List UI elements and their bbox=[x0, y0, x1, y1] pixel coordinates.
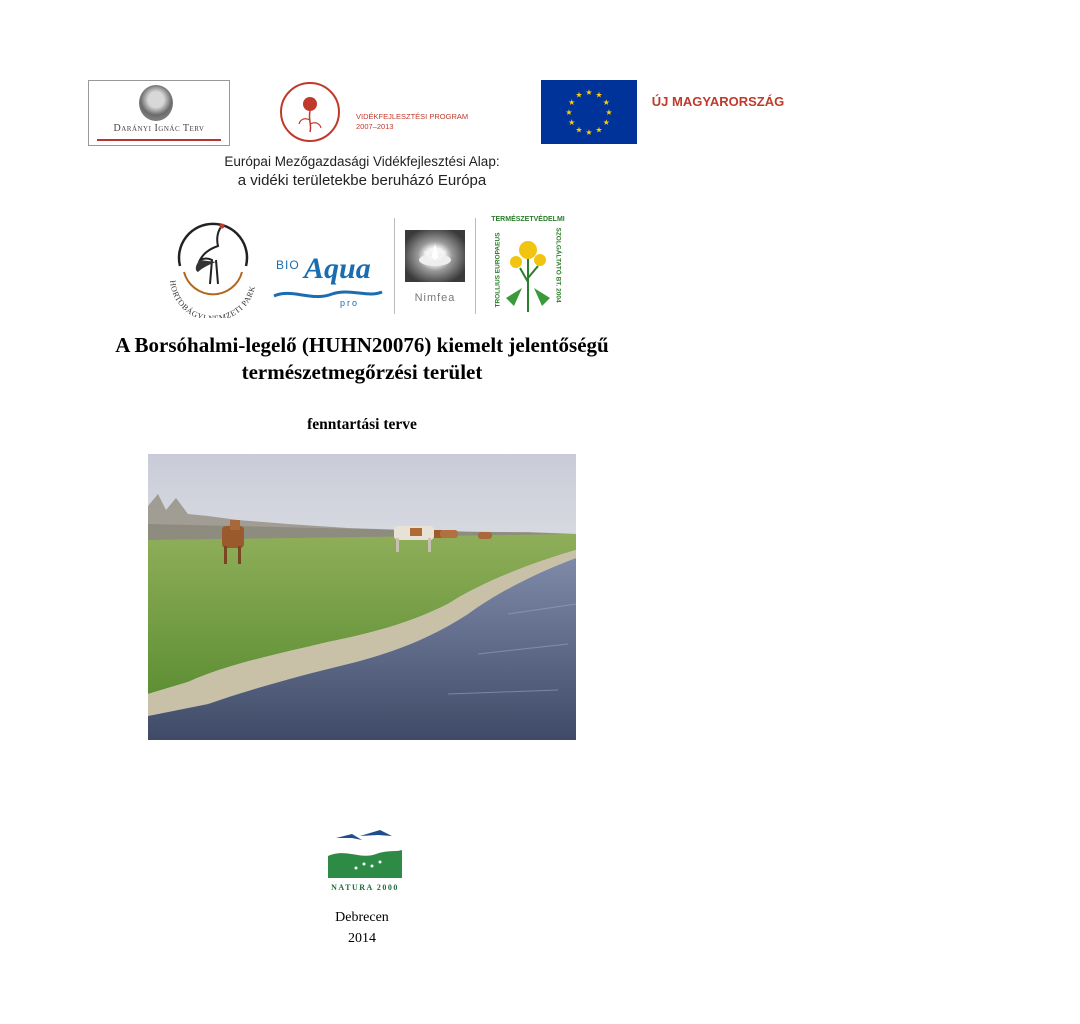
eu-star-icon: ★ bbox=[568, 98, 576, 107]
eu-star-icon: ★ bbox=[575, 90, 583, 100]
eaf-slogan: a vidéki területekbe beruházó Európa bbox=[237, 172, 487, 189]
eu-flag-icon bbox=[541, 80, 637, 144]
daranyi-label: Darányi Ignác Terv bbox=[113, 123, 205, 134]
uj-magyarorszag-logo bbox=[278, 80, 785, 144]
divider bbox=[97, 139, 221, 141]
rose-emblem-icon bbox=[280, 82, 340, 142]
water-lily-icon bbox=[405, 230, 465, 282]
program-label: VIDÉKFEJLESZTÉSI PROGRAM bbox=[356, 112, 469, 121]
bio-label: BIO bbox=[276, 258, 300, 272]
nimfea-logo bbox=[394, 218, 476, 314]
eaf-heading: Európai Mezőgazdasági Vidékfejlesztési Alap: bbox=[224, 154, 500, 169]
document-subtitle: fenntartási terve bbox=[307, 416, 417, 433]
hortobagy-national-park-logo bbox=[160, 218, 266, 318]
publication-year: 2014 bbox=[348, 931, 376, 946]
aqua-label: Aqua bbox=[304, 252, 371, 285]
eu-star-icon: ★ bbox=[575, 125, 583, 135]
eu-star-icon: ★ bbox=[565, 108, 573, 117]
natura-2000-logo bbox=[326, 826, 404, 890]
eu-star-icon: ★ bbox=[595, 90, 603, 100]
portrait-icon bbox=[139, 85, 173, 121]
eu-star-icon: ★ bbox=[585, 128, 593, 137]
nimfea-label: Nimfea bbox=[414, 292, 456, 304]
pasture-photo bbox=[148, 454, 576, 740]
uj-magyarorszag-title: ÚJ MAGYARORSZÁG bbox=[651, 94, 785, 109]
pro-label: pro bbox=[340, 298, 360, 308]
daranyi-ignac-logo bbox=[88, 80, 230, 146]
trollius-top-label: TERMÉSZETVÉDELMI bbox=[491, 216, 565, 223]
document-title-line-1: A Borsóhalmi-legelő (HUHN20076) kiemelt jelentőségű bbox=[115, 333, 609, 357]
eu-star-icon: ★ bbox=[595, 125, 603, 135]
eu-star-icon: ★ bbox=[602, 98, 610, 107]
publication-city: Debrecen bbox=[335, 910, 389, 925]
trollius-left-label: TROLLIUS EUROPAEUS bbox=[494, 232, 502, 308]
wave-icon bbox=[272, 286, 384, 302]
trollius-logo bbox=[488, 216, 568, 316]
eu-star-icon: ★ bbox=[568, 118, 576, 127]
trollius-right-label: SZOLGÁLTATÓ BT. 2004 bbox=[554, 227, 562, 303]
document-title-line-2: természetmegőrzési terület bbox=[241, 360, 483, 384]
program-years: 2007–2013 bbox=[356, 122, 394, 131]
globeflower-icon bbox=[500, 228, 556, 314]
eu-star-icon: ★ bbox=[585, 88, 593, 97]
svg-text:HORTOBÁGYI NEMZETI PARK bbox=[168, 280, 257, 318]
hortobagy-label: HORTOBÁGYI MZETI PARK bbox=[167, 279, 258, 318]
bioaqua-logo bbox=[272, 250, 384, 314]
eu-star-icon: ★ bbox=[602, 118, 610, 127]
eu-star-icon: ★ bbox=[605, 108, 613, 117]
natura-label: NATURA 2000 bbox=[331, 883, 399, 892]
uj-magyarorszag-subtitle bbox=[356, 112, 468, 132]
